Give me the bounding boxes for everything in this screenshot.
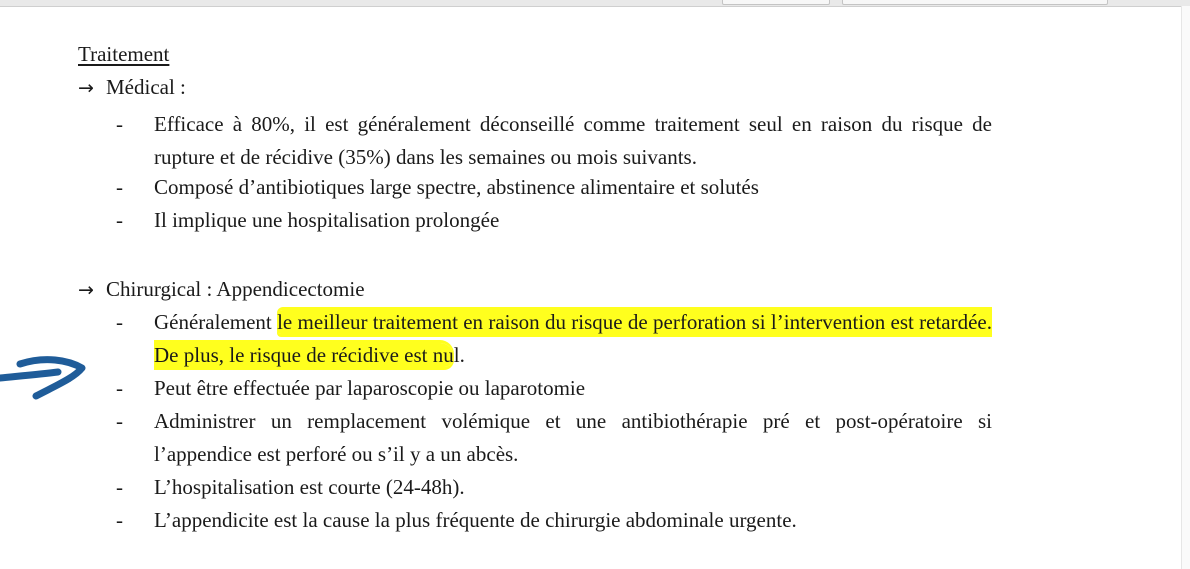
- bullet-dash: -: [116, 475, 123, 499]
- medical-section-title: [78, 71, 186, 105]
- toolbar-field[interactable]: [842, 0, 1108, 5]
- bullet-dash: -: [116, 112, 123, 136]
- list-item-text: Administrer un remplacement volémique et une antibiothérapie pré et post-opératoire si l’appendice est perforé ou s’il y a un abcès.: [154, 409, 992, 466]
- list-item-text: L’appendicite est la cause la plus fréquente de chirurgie abdominale urgente.: [154, 508, 797, 532]
- list-item-text: Composé d’antibiotiques large spectre, abstinence alimentaire et solutés: [154, 175, 759, 199]
- bullet-dash: -: [116, 175, 123, 199]
- list-item-text: Peut être effectuée par laparoscopie ou laparotomie: [154, 376, 586, 400]
- list-item-text: Efficace à 80%, il est généralement déconseillé comme traitement seul en raison du risque de rupture et de récidive (35%) dans les semaines ou mois suivants.: [154, 112, 992, 169]
- text-prefix: Généralement: [154, 310, 278, 334]
- medical-title-text: Médical :: [106, 75, 186, 99]
- bullet-dash: -: [116, 208, 123, 232]
- bullet-dash: -: [116, 310, 123, 334]
- list-item-text: L’hospitalisation est courte (24-48h).: [154, 475, 465, 499]
- text-suffix: l.: [453, 343, 465, 367]
- surgical-title-text: Chirurgical : Appendicectomie: [106, 277, 365, 301]
- toolbar-field[interactable]: [722, 0, 830, 5]
- bullet-dash: -: [116, 409, 123, 433]
- list-item-text: Il implique une hospitalisation prolongée: [154, 208, 500, 232]
- scrollbar[interactable]: [1181, 6, 1190, 569]
- list-item-text: [154, 306, 992, 372]
- right-arrow-icon: →: [78, 279, 94, 301]
- hand-drawn-arrow-icon: [0, 350, 92, 410]
- section-heading: Traitement: [78, 42, 170, 66]
- bullet-dash: -: [116, 376, 123, 400]
- bullet-dash: -: [116, 508, 123, 532]
- right-arrow-icon: →: [78, 77, 94, 99]
- surgical-section-title: [78, 273, 365, 307]
- highlighted-text: le meilleur traitement en raison du risque de perforation si l’intervention est retardée. De plus, le risque de récidive est nu: [154, 310, 992, 367]
